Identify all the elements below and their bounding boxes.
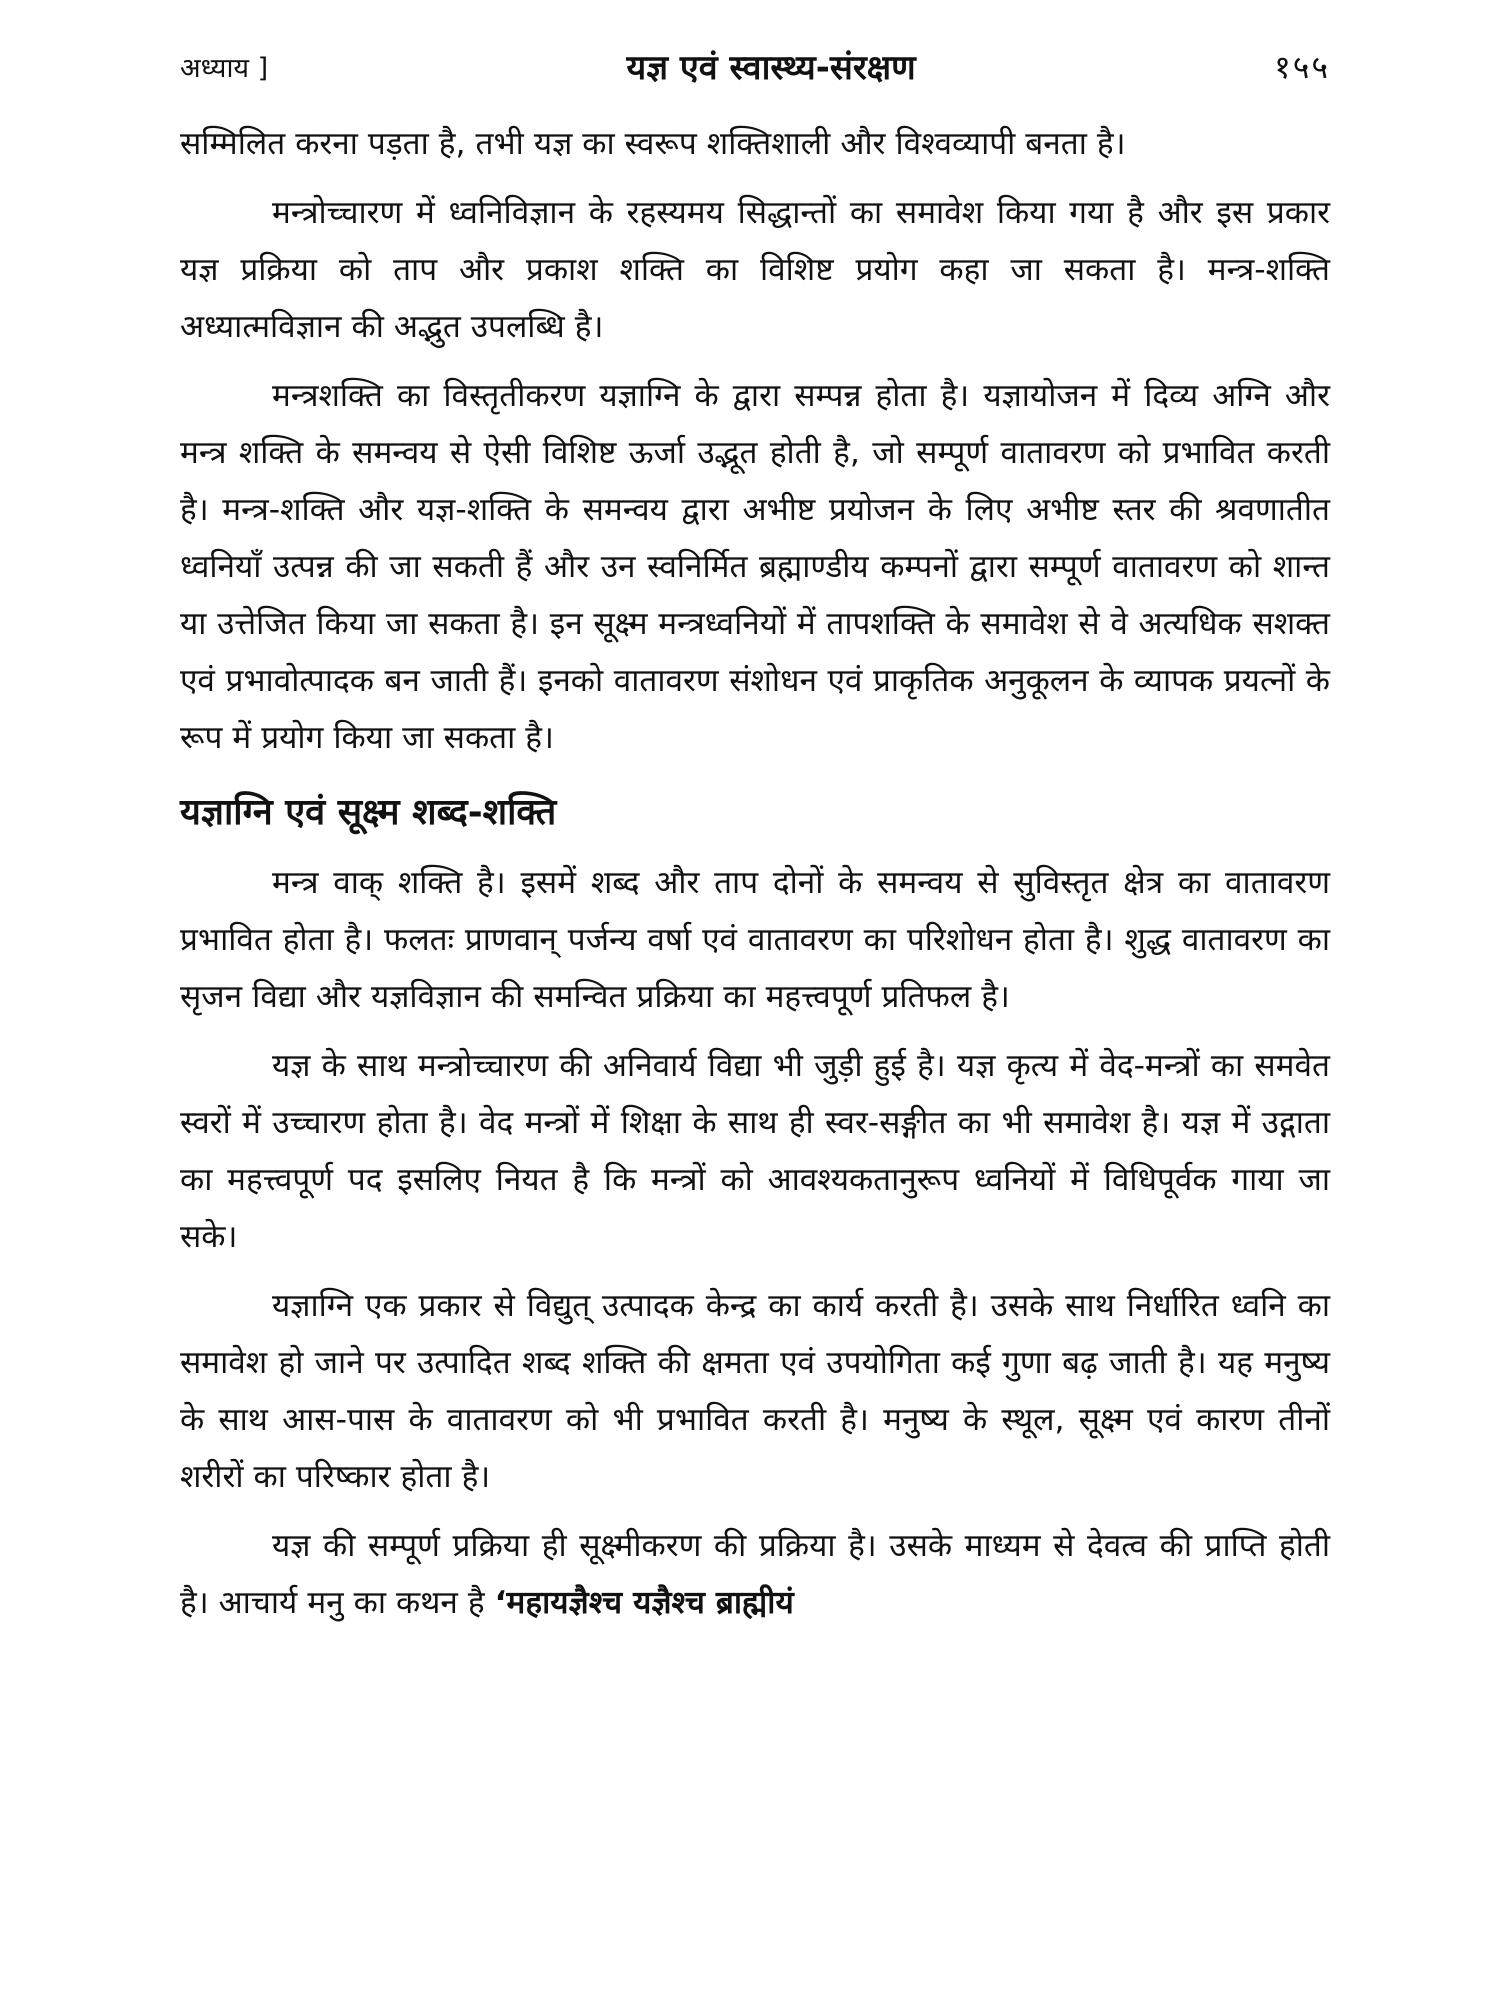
running-header — [180, 36, 1330, 96]
page-number: १५५ — [1274, 47, 1330, 86]
section-paragraph-1: मन्त्र वाक् शक्ति है। इसमें शब्द और ताप दोनों के समन्वय से सुविस्तृत क्षेत्र का वातावरण प्रभावित होता है। फलतः प्राणवान् पर्जन्य वर्षा एवं वातावरण का परिशोधन होता है। शुद्ध वातावरण का सृजन विद्या और यज्ञविज्ञान की समन्वित प्रक्रिया का महत्त्वपूर्ण प्रतिफल है। — [180, 865, 1330, 1015]
body-text — [180, 116, 1330, 1632]
paragraph-1: सम्मिलित करना पड़ता है, तभी यज्ञ का स्वरूप शक्तिशाली और विश्वव्यापी बनता है। — [180, 126, 1126, 162]
section-paragraph-2: यज्ञ के साथ मन्त्रोच्चारण की अनिवार्य विद्या भी जुड़ी हुई है। यज्ञ कृत्य में वेद-मन्त्रों का समवेत स्वरों में उच्चारण होता है। वेद मन्त्रों में शिक्षा के साथ ही स्वर-सङ्गीत का भी समावेश है। यज्ञ में उद्गाता का महत्त्वपूर्ण पद इसलिए नियत है कि मन्त्रों को आवश्यकतानुरूप ध्वनियों में विधिपूर्वक गाया जा सके। — [180, 1048, 1330, 1255]
section-paragraph-3: यज्ञाग्नि एक प्रकार से विद्युत् उत्पादक केन्द्र का कार्य करती है। उसके साथ निर्धारित ध्वनि का समावेश हो जाने पर उत्पादित शब्द शक्ति की क्षमता एवं उपयोगिता कई गुणा बढ़ जाती है। यह मनुष्य के साथ आस-पास के वातावरण को भी प्रभावित करती है। मनुष्य के स्थूल, सूक्ष्म एवं कारण तीनों शरीरों का परिष्कार होता है। — [180, 1288, 1330, 1495]
paragraph-3: मन्त्रशक्ति का विस्तृतीकरण यज्ञाग्नि के द्वारा सम्पन्न होता है। यज्ञायोजन में दिव्य अग्नि और मन्त्र शक्ति के समन्वय से ऐसी विशिष्ट ऊर्जा उद्भूत होती है, जो सम्पूर्ण वातावरण को प्रभावित करती है। मन्त्र-शक्ति और यज्ञ-शक्ति के समन्वय द्वारा अभीष्ट प्रयोजन के लिए अभीष्ट स्तर की श्रवणातीत ध्वनियाँ उत्पन्न की जा सकती हैं और उन स्वनिर्मित ब्रह्माण्डीय कम्पनों द्वारा सम्पूर्ण वातावरण को शान्त या उत्तेजित किया जा सकता है। इन सूक्ष्म मन्त्रध्वनियों में तापशक्ति के समावेश से वे अत्यधिक सशक्त एवं प्रभावोत्पादक बन जाती हैं। इनको वातावरण संशोधन एवं प्राकृतिक अनुकूलन के व्यापक प्रयत्नों के रूप में प्रयोग किया जा सकता है। — [180, 378, 1330, 756]
section-paragraph-4 — [180, 1518, 1330, 1632]
book-page — [180, 36, 1330, 1976]
chapter-label: अध्याय ] — [180, 52, 269, 84]
manu-quote: ‘महायज्ञैश्च यज्ञैश्च ब्राह्मीयं — [494, 1585, 794, 1621]
page-title: यज्ञ एवं स्वास्थ्य-संरक्षण — [626, 48, 916, 88]
paragraph-2: मन्त्रोच्चारण में ध्वनिविज्ञान के रहस्यमय सिद्धान्तों का समावेश किया गया है और इस प्रकार यज्ञ प्रक्रिया को ताप और प्रकाश शक्ति का विशिष्ट प्रयोग कहा जा सकता है। मन्त्र-शक्ति अध्यात्मविज्ञान की अद्भुत उपलब्धि है। — [180, 195, 1330, 345]
last-paragraph-text: यज्ञ की सम्पूर्ण प्रक्रिया ही सूक्ष्मीकरण की प्रक्रिया है। उसके माध्यम से देवत्व की प्राप्ति होती है। आचार्य मनु का कथन है — [180, 1528, 1330, 1621]
section-heading: यज्ञाग्नि एवं सूक्ष्म शब्द-शक्ति — [180, 792, 557, 833]
